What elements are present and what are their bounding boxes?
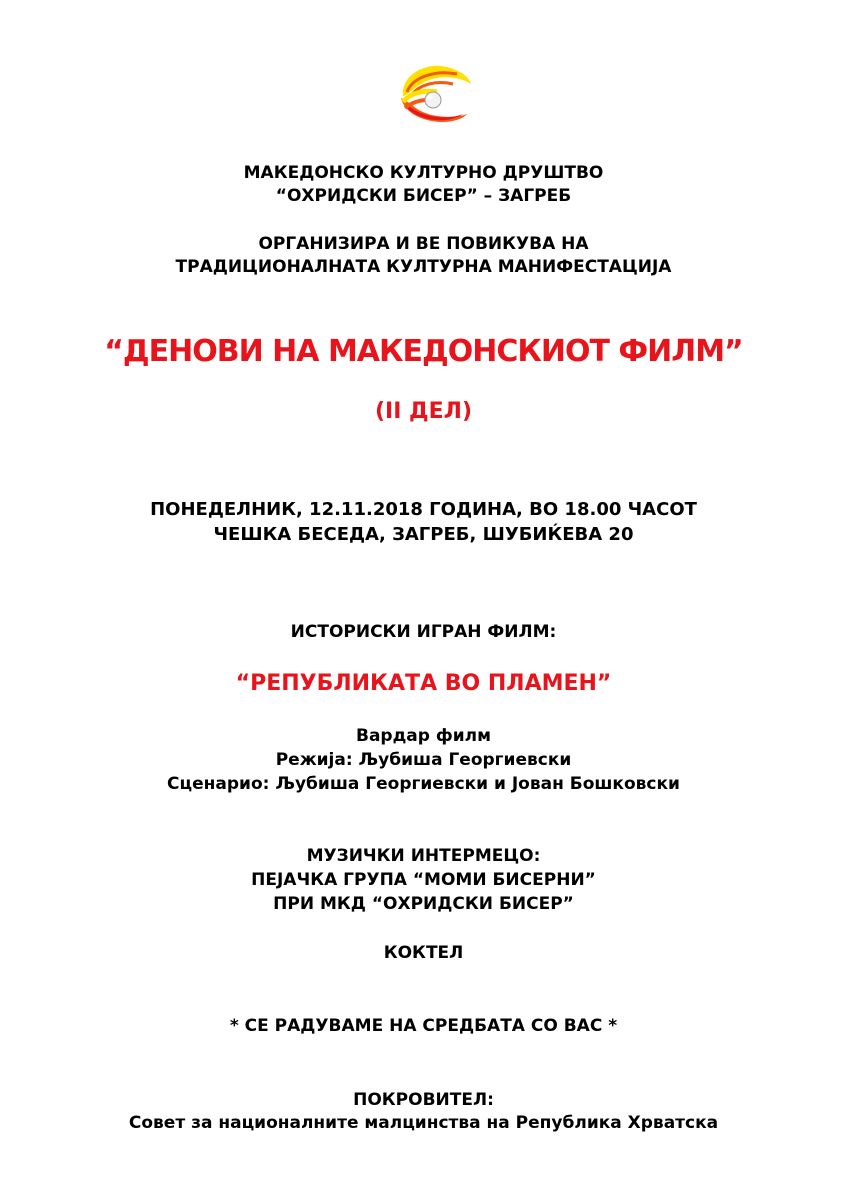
patron-label: ПОКРОВИТЕЛ: <box>353 1090 494 1110</box>
film-director: Режија: Љубиша Георгиевски <box>275 750 572 770</box>
patron-name: Совет за националните малцинства на Република Хрватска <box>128 1113 719 1133</box>
event-venue: ЧЕШКА БЕСЕДА, ЗАГРЕБ, ШУБИЌЕВА 20 <box>213 524 634 545</box>
invitation-line-1: ОРГАНИЗИРА И ВЕ ПОВИКУВА НА <box>258 234 589 254</box>
film-studio: Вардар филм <box>355 726 491 746</box>
organizer-line-1: МАКЕДОНСКО КУЛТУРНО ДРУШТВО <box>243 163 604 183</box>
invitation-line-2: ТРАДИЦИОНАЛНАТА КУЛТУРНА МАНИФЕСТАЦИЈА <box>175 257 672 277</box>
cocktail-label: КОКТЕЛ <box>383 943 464 963</box>
music-line-3: ПРИ МКД “ОХРИДСКИ БИСЕР” <box>273 894 574 914</box>
welcome-message: * СЕ РАДУВАМЕ НА СРЕДБАТА СО ВАС * <box>229 1016 618 1036</box>
pearl-shell-logo-icon <box>397 62 473 128</box>
music-line-1: МУЗИЧКИ ИНТЕРМЕЦО: <box>306 846 541 866</box>
film-screenplay: Сценарио: Љубиша Георгиевски и Јован Бошковски <box>167 774 680 794</box>
event-part: (II ДЕЛ) <box>374 399 473 424</box>
organizer-line-2: “ОХРИДСКИ БИСЕР” – ЗАГРЕБ <box>275 186 572 206</box>
event-datetime: ПОНЕДЕЛНИК, 12.11.2018 ГОДИНА, ВО 18.00 ЧАСОТ <box>150 499 697 520</box>
film-genre: ИСТОРИСКИ ИГРАН ФИЛМ: <box>290 622 557 642</box>
event-title: “ДЕНОВИ НА МАКЕДОНСКИОТ ФИЛМ” <box>104 334 743 369</box>
film-title: “РЕПУБЛИКАТА ВО ПЛАМЕН” <box>235 671 612 696</box>
music-line-2: ПЕЈАЧКА ГРУПА “МОМИ БИСЕРНИ” <box>251 870 596 890</box>
